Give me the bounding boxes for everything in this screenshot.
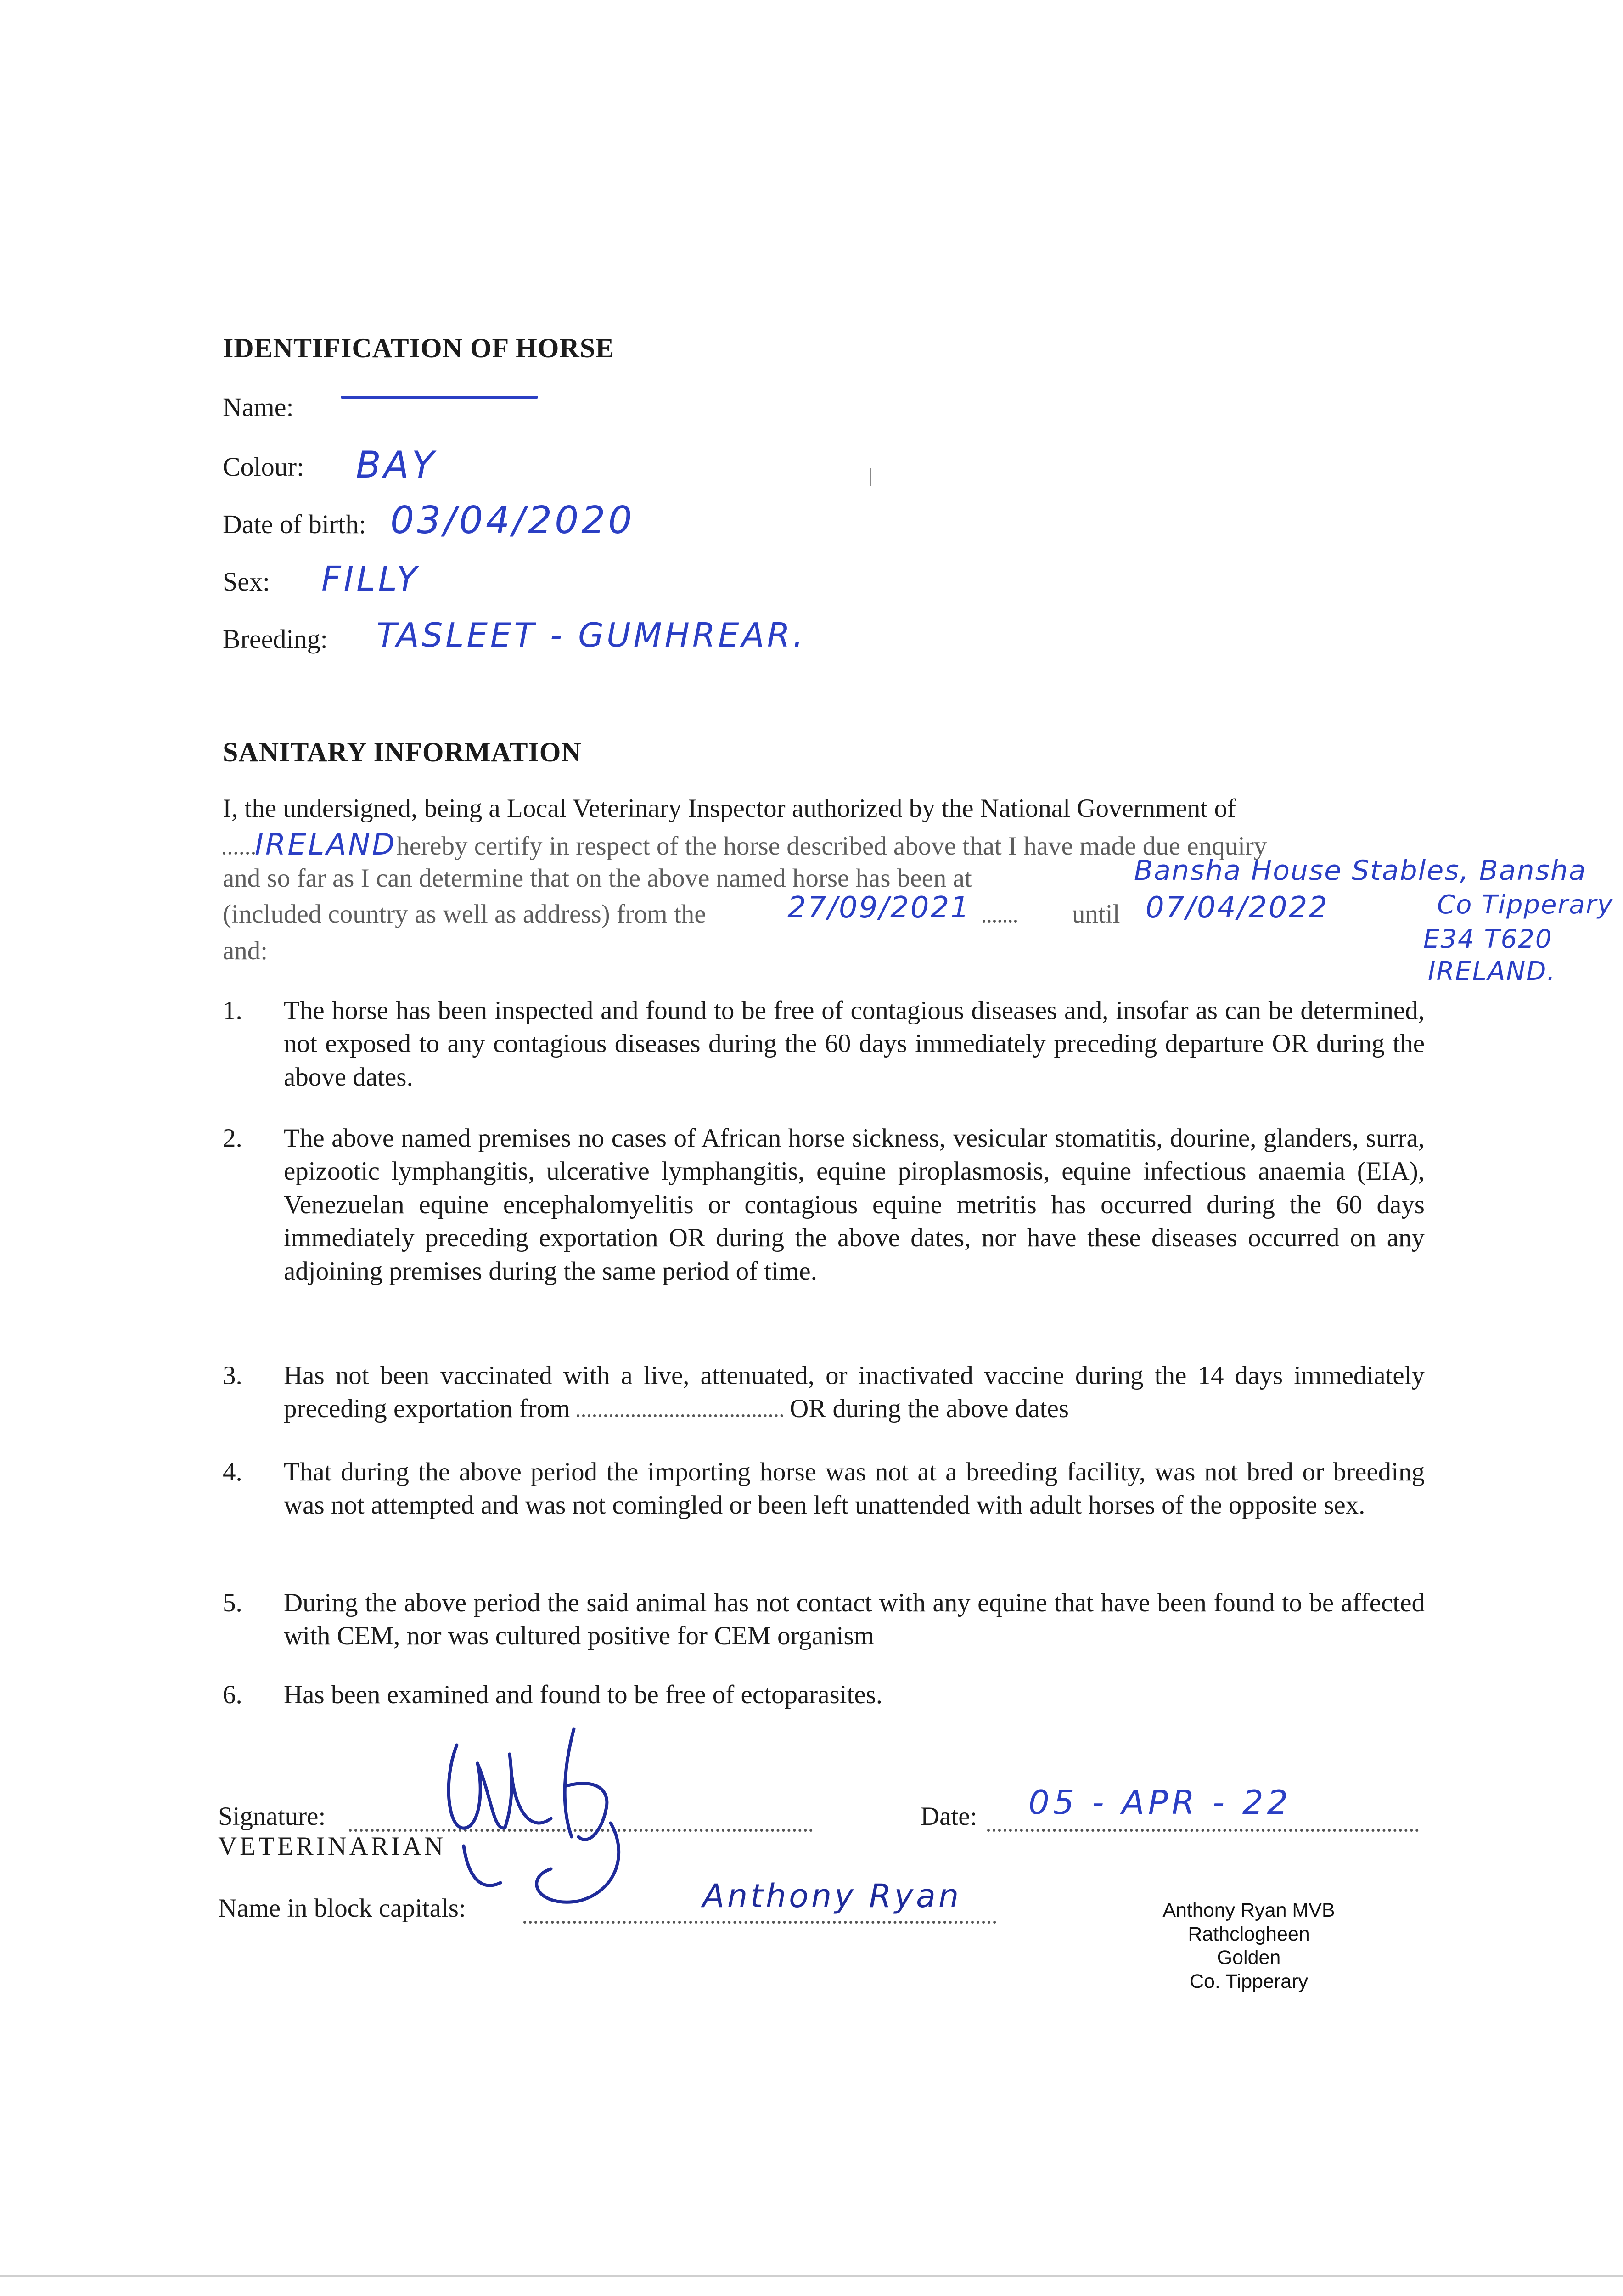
item-3-text-b: OR during the above dates <box>790 1394 1069 1424</box>
item-5-number: 5. <box>223 1588 242 1617</box>
breeding-value: TASLEET - GUMHREAR. <box>376 616 806 654</box>
intro-line-2-text: hereby certify in respect of the horse described above that I have made due enquiry <box>396 832 1267 861</box>
signature-label: Signature: <box>218 1802 326 1831</box>
intro-line-1: I, the undersigned, being a Local Veterinary Inspector authorized by the National Government of <box>223 794 1236 823</box>
premises-value-4: IRELAND. <box>1428 957 1556 986</box>
from-date: 27/09/2021 <box>787 891 971 925</box>
until-label: until <box>1072 900 1120 929</box>
date-label: Date: <box>921 1802 977 1831</box>
item-2-number: 2. <box>223 1124 242 1153</box>
stamp-line-4: Co. Tipperary <box>1189 1970 1309 1992</box>
veterinarian-label: VETERINARIAN <box>218 1832 446 1861</box>
stamp-line-1: Anthony Ryan MVB <box>1162 1899 1335 1921</box>
intro-line-2 <box>223 827 1267 864</box>
item-1-text: The horse has been inspected and found to be free of contagious diseases and, insofar as can be determined, not exposed to any contagious diseases during the 60 days immediately preceding departure OR during the above dates. <box>284 996 1425 1092</box>
item-3-text-a: Has not been vaccinated with a live, attenuated, or inactivated vaccine during the 14 days immediately preceding exportation from <box>284 1361 1425 1424</box>
signature-scribble <box>413 1727 735 1919</box>
item-3-text <box>284 1359 1425 1426</box>
item-2-text: The above named premises no cases of African horse sickness, vesicular stomatitis, dourine, glanders, surra, epizootic lymphangitis, ulcerative lymphangitis, equine piroplasmosis, equine infectious anaemia (EIA), Venezuelan equine encephalomyelitis or contagious equine metritis has occurred during the 60 days immediately preceding exportation OR during the above dates, nor have these diseases occurred on any adjoining premises during the same period of time. <box>284 1124 1425 1286</box>
block-caps-value: Anthony Ryan <box>702 1877 962 1915</box>
page-bottom-edge <box>0 2275 1623 2277</box>
item-5-text: During the above period the said animal has not contact with any equine that have been found to be affected with CEM, nor was cultured positive for CEM organism <box>284 1588 1425 1651</box>
item-6-number: 6. <box>223 1680 242 1709</box>
until-date: 07/04/2022 <box>1146 891 1329 925</box>
country-value: IRELAND <box>255 828 397 862</box>
identification-heading: IDENTIFICATION OF HORSE <box>223 333 615 363</box>
sex-label: Sex: <box>223 567 270 597</box>
item-4-text: That during the above period the importing horse was not at a breeding facility, was not bred or breeding was not attempted and was not comingled or been left unattended with adult horses of the opposite sex. <box>284 1458 1425 1520</box>
name-label: Name: <box>223 392 294 422</box>
breeding-label: Breeding: <box>223 624 328 654</box>
stamp-line-3: Golden <box>1217 1947 1281 1969</box>
item-4-number: 4. <box>223 1458 242 1486</box>
dob-value: 03/04/2020 <box>390 499 635 542</box>
dob-label: Date of birth: <box>223 509 366 539</box>
vet-stamp <box>1139 1899 1359 1993</box>
sanitary-heading: SANITARY INFORMATION <box>223 737 582 767</box>
item-6-text: Has been examined and found to be free of ectoparasites. <box>284 1680 883 1709</box>
colour-value: BAY <box>356 444 437 486</box>
premises-value: Bansha House Stables, Bansha <box>1134 855 1587 887</box>
sex-value: FILLY <box>321 559 420 599</box>
stray-mark <box>870 468 871 486</box>
premises-value-2: Co Tipperary <box>1437 890 1613 920</box>
premises-value-3: E34 T620 <box>1423 924 1553 954</box>
date-value: 05 - APR - 22 <box>1028 1783 1292 1822</box>
item-3-number: 3. <box>223 1361 242 1390</box>
item-1-number: 1. <box>223 996 242 1025</box>
stamp-line-2: Rathclogheen <box>1188 1923 1310 1945</box>
from-dots <box>983 898 1017 931</box>
and-label: and: <box>223 936 268 965</box>
intro-line-3: and so far as I can determine that on the above named horse has been at <box>223 864 972 893</box>
colour-label: Colour: <box>223 452 304 482</box>
name-value-line <box>341 396 538 399</box>
block-caps-label: Name in block capitals: <box>218 1894 466 1923</box>
intro-line-4: (included country as well as address) from the <box>223 900 706 929</box>
